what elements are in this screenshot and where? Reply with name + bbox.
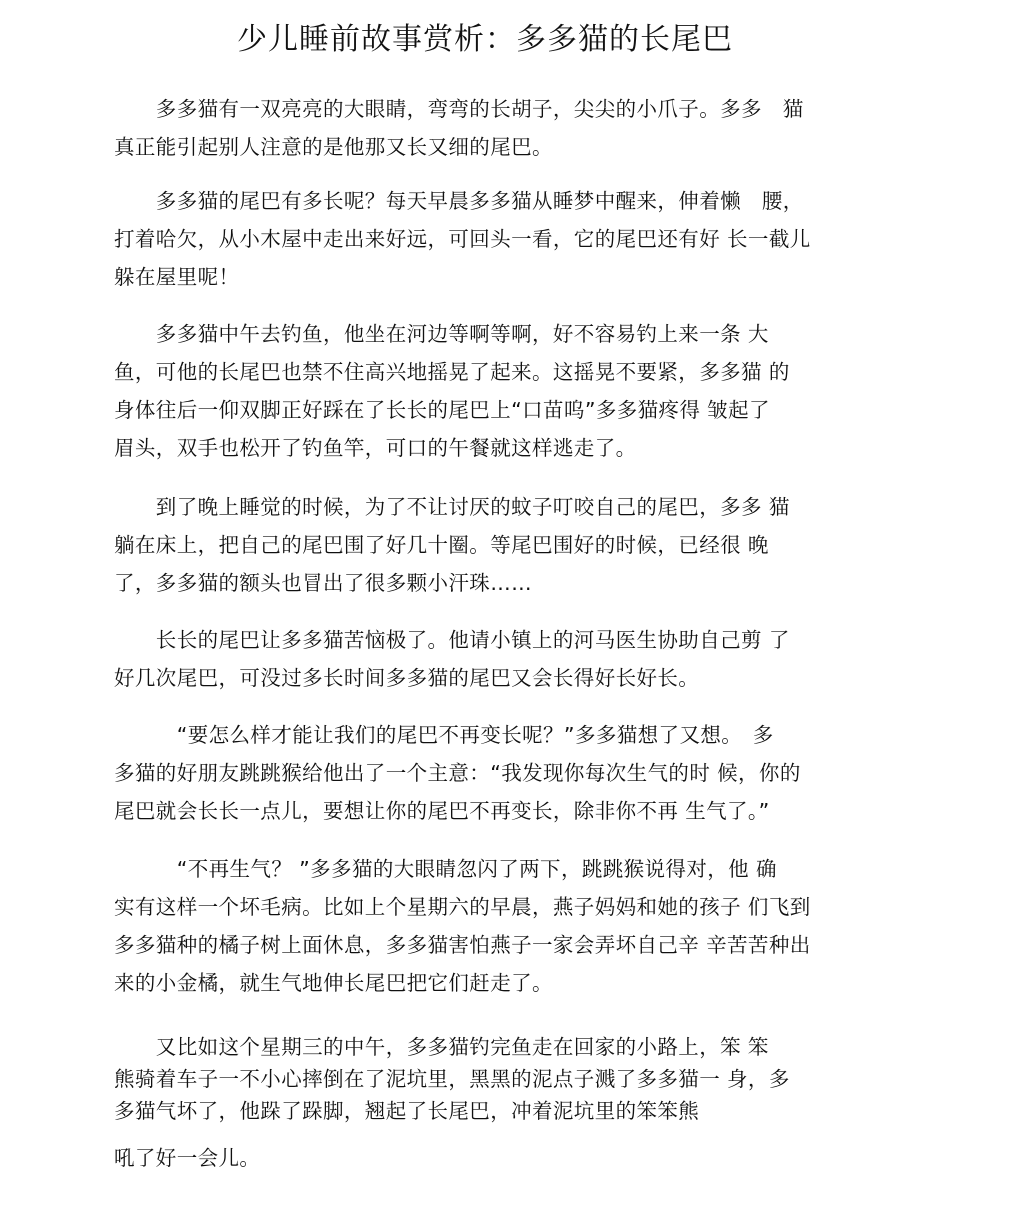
- paragraph-line: 多猫的好朋友跳跳猴给他出了一个主意：“我发现你每次生气的时 候，你的: [114, 761, 801, 785]
- paragraph-line: 到了晚上睡觉的时候，为了不让讨厌的蚊子叮咬自己的尾巴，多多 猫: [114, 495, 790, 519]
- paragraph-line: 真正能引起别人注意的是他那又长又细的尾巴。: [114, 135, 553, 159]
- paragraph-line: 多多猫有一双亮亮的大眼睛，弯弯的长胡子，尖尖的小爪子。多多 猫: [114, 97, 804, 121]
- paragraph-line: 打着哈欠，从小木屋中走出来好远，可回头一看，它的尾巴还有好 长一截儿: [114, 227, 811, 251]
- paragraph-line: 好几次尾巴，可没过多长时间多多猫的尾巴又会长得好长好长。: [114, 666, 700, 690]
- paragraph-line: 又比如这个星期三的中午，多多猫钓完鱼走在回家的小路上，笨 笨: [114, 1035, 769, 1059]
- paragraph-line: 鱼，可他的长尾巴也禁不住高兴地摇晃了起来。这摇晃不要紧，多多猫 的: [114, 360, 790, 384]
- paragraph-line: 躺在床上，把自己的尾巴围了好几十圈。等尾巴围好的时候，已经很 晚: [114, 533, 769, 557]
- paragraph-9: [114, 1139, 874, 1177]
- paragraph-line: “不再生气？ ”多多猫的大眼睛忽闪了两下，跳跳猴说得对，他 确: [114, 857, 777, 881]
- paragraph-2: [114, 182, 874, 296]
- paragraph-line: 来的小金橘，就生气地伸长尾巴把它们赶走了。: [114, 971, 553, 995]
- paragraph-line: 多多猫中午去钓鱼，他坐在河边等啊等啊，好不容易钓上来一条 大: [114, 322, 769, 346]
- paragraph-1: [114, 90, 874, 166]
- paragraph-line: 了，多多猫的额头也冒出了很多颗小汗珠……: [114, 571, 532, 595]
- paragraph-line: 躲在屋里呢！: [114, 265, 240, 289]
- paragraph-line: 长长的尾巴让多多猫苦恼极了。他请小镇上的河马医生协助自己剪 了: [114, 628, 790, 652]
- paragraph-line: “要怎么样才能让我们的尾巴不再变长呢？”多多猫想了又想。 多: [114, 723, 774, 747]
- paragraph-line: 多猫气坏了，他跺了跺脚，翘起了长尾巴，冲着泥坑里的笨笨熊: [114, 1099, 700, 1123]
- paragraph-8: [114, 1031, 874, 1127]
- paragraph-line: 吼了好一会儿。: [114, 1146, 261, 1170]
- paragraph-6: [114, 716, 874, 830]
- document-title: 少儿睡前故事赏析：多多猫的长尾巴: [237, 22, 733, 57]
- paragraph-line: 熊骑着车子一不小心摔倒在了泥坑里，黑黑的泥点子溅了多多猫一 身，多: [114, 1067, 790, 1091]
- paragraph-line: 实有这样一个坏毛病。比如上个星期六的早晨，燕子妈妈和她的孩子 们飞到: [114, 895, 811, 919]
- paragraph-line: 眉头，双手也松开了钓鱼竿，可口的午餐就这样逃走了。: [114, 436, 637, 460]
- paragraph-line: 多多猫的尾巴有多长呢？每天早晨多多猫从睡梦中醒来，伸着懒 腰，: [114, 189, 804, 213]
- paragraph-7: [114, 850, 874, 1002]
- paragraph-4: [114, 488, 874, 602]
- paragraph-5: [114, 621, 874, 697]
- paragraph-line: 身体往后一仰双脚正好踩在了长长的尾巴上“口苗呜”多多猫疼得 皱起了: [114, 398, 770, 422]
- paragraph-line: 多多猫种的橘子树上面休息，多多猫害怕燕子一家会弄坏自己辛 辛苦苦种出: [114, 933, 811, 957]
- paragraph-3: [114, 315, 874, 467]
- paragraph-line: 尾巴就会长长一点儿，要想让你的尾巴不再变长，除非你不再 生气了。”: [114, 799, 770, 823]
